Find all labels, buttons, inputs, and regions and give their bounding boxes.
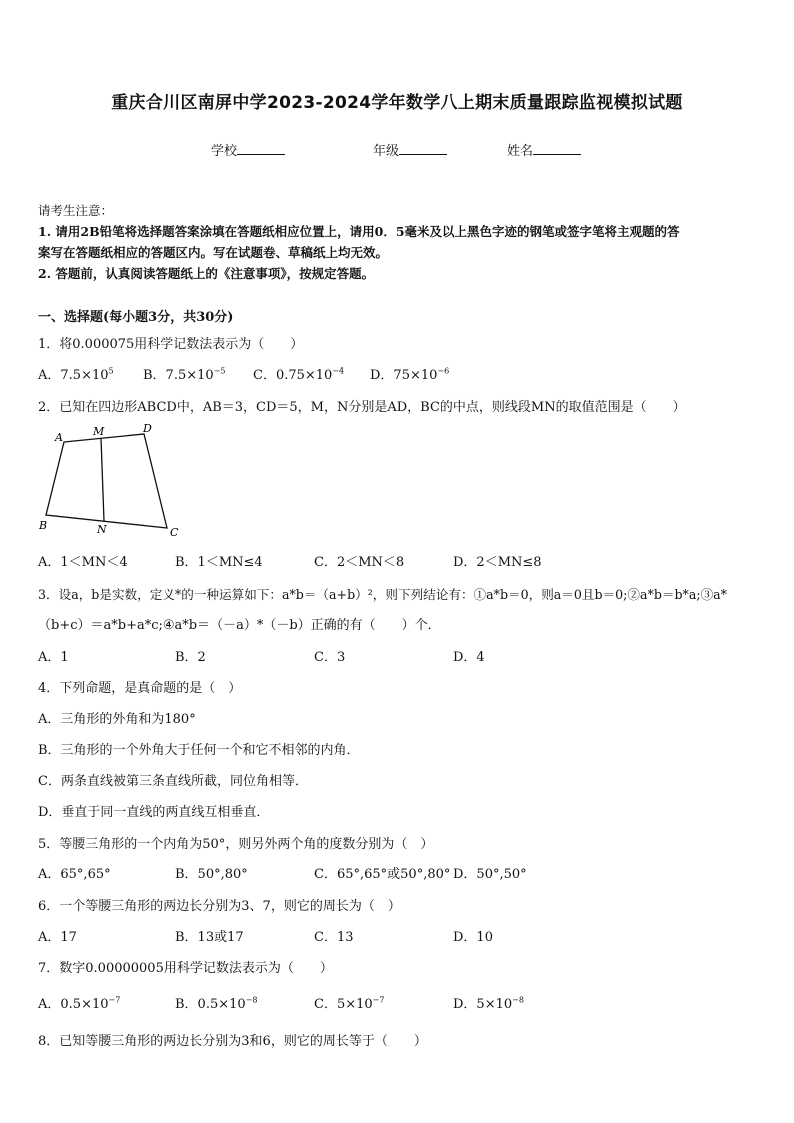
q6-option-a: A．17 [38,930,77,945]
q4-option-d: D．垂直于同一直线的两直线互相垂直． [38,805,270,820]
label-d: D [143,422,152,435]
q7-option-c: C．$5\times 10^{-7}$ [314,995,385,1012]
q1-option-d: D．$75\times 10^{-6}$ [370,366,450,383]
notice-block [38,200,758,284]
page-title: 重庆合川区南屏中学2023-2024学年数学八上期末质量跟踪监视模拟试题 [111,93,683,113]
q2-option-a: A．1＜MN＜4 [38,555,128,570]
q3-option-c: C．3 [314,650,346,665]
school-label: 学校 [211,144,238,159]
notice-item-1-line-2: 案写在答题纸相应的答题区内。写在试题卷、草稿纸上均无效。 [38,245,389,260]
question-4-stem: 4．下列命题，是真命题的是（ ） [38,681,242,696]
question-8-stem: 8．已知等腰三角形的两边长分别为3和6，则它的周长等于（ ） [38,1034,427,1049]
school-field [211,140,285,159]
notice-heading: 请考生注意： [38,203,114,218]
q4-option-a: A．三角形的外角和为180° [38,712,196,727]
label-n: N [97,523,107,536]
question-3-line-2: （b+c）＝a*b+a*c;④a*b＝（－a）*（－b）正确的有（ ）个． [38,618,441,633]
q1-option-b: B．$7.5\times 10^{-5}$ [143,366,226,383]
q6-option-b: B．13或17 [175,930,244,945]
q3-option-d: D．4 [453,650,485,665]
label-b: B [39,519,48,532]
segment-mn [101,438,104,521]
q5-option-d: D．50°,50° [453,867,527,882]
q4-option-b: B．三角形的一个外角大于任何一个和它不相邻的内角． [38,743,360,758]
q1-option-a: A．$7.5\times 10^5$ [38,366,114,383]
notice-item-1-line-1: 1. 请用2B铅笔将选择题答案涂填在答题纸相应位置上，请用0．5毫米及以上黑色字迹的钢笔或签字笔将主观题的答 [38,224,680,239]
q6-option-c: C．13 [314,930,354,945]
quadrilateral-figure [34,420,194,545]
question-2-stem: 2．已知在四边形ABCD中，AB＝3，CD＝5，M，N分别是AD，BC的中点，则线段MN的取值范围是（ ） [38,400,686,415]
q5-option-a: A．65°,65° [38,867,111,882]
q4-option-c: C．两条直线被第三条直线所截，同位角相等． [38,774,308,789]
grade-label: 年级 [373,144,400,159]
q3-option-a: A．1 [38,650,69,665]
question-3-line-1: 3．设a，b是实数，定义*的一种运算如下：a*b＝（a+b）²，则下列结论有：①a*b＝0，则a＝0且b＝0;②a*b＝b*a;③a* [38,587,727,602]
q2-option-b: B．1＜MN≤4 [175,555,263,570]
q5-option-c: C．65°,65°或50°,80° [314,867,451,882]
name-blank[interactable] [533,142,581,155]
grade-blank[interactable] [399,142,447,155]
q3-option-b: B．2 [175,650,206,665]
grade-field [373,140,447,159]
section-heading: 一、选择题(每小题3分，共30分) [38,310,234,325]
notice-item-2: 2. 答题前，认真阅读答题纸上的《注意事项》，按规定答题。 [38,266,375,281]
quadrilateral-abcd [46,434,167,528]
question-6-stem: 6．一个等腰三角形的两边长分别为3、7，则它的周长为（ ） [38,899,401,914]
question-1-stem: 1．将0.000075用科学记数法表示为（ ） [38,337,304,352]
q6-option-d: D．10 [453,930,493,945]
q7-option-a: A．$0.5\times 10^{-7}$ [38,995,121,1012]
question-7-stem: 7．数字0.00000005用科学记数法表示为（ ） [38,961,333,976]
label-m: M [93,425,105,438]
q2-option-d: D．2＜MN≤8 [453,555,542,570]
school-blank[interactable] [237,142,285,155]
q1-option-c: C．$0.75\times 10^{-4}$ [253,366,345,383]
name-field [507,140,581,159]
name-label: 姓名 [507,144,534,159]
q7-option-b: B．$0.5\times 10^{-8}$ [175,995,258,1012]
q5-option-b: B．50°,80° [175,867,248,882]
question-5-stem: 5．等腰三角形的一个内角为50°，则另外两个角的度数分别为（ ） [38,837,434,852]
q7-option-d: D．$5\times 10^{-8}$ [453,995,524,1012]
q2-option-c: C．2＜MN＜8 [314,555,405,570]
label-c: C [170,526,179,539]
label-a: A [55,431,63,444]
